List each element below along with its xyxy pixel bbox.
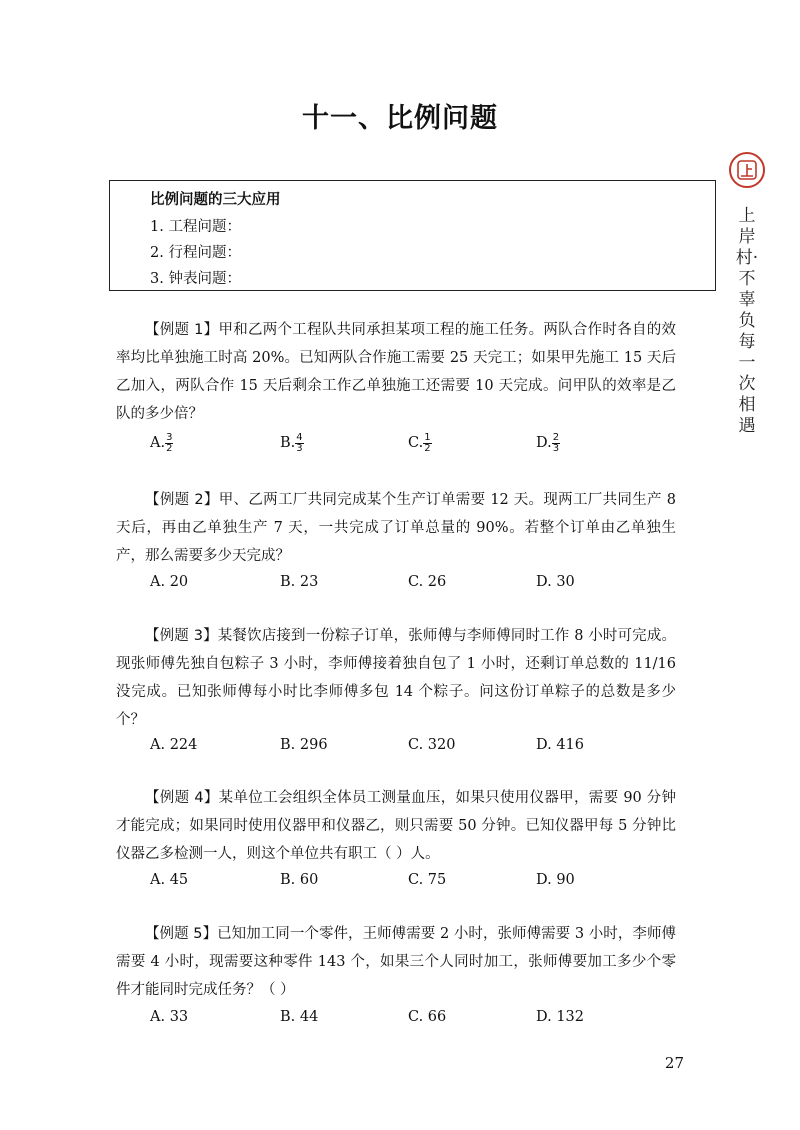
example-5-question	[116, 920, 676, 1004]
example-text: 某单位工会组织全体员工测量血压，如果只使用仪器甲，需要 90 分钟才能完成；如果同时使用仪器甲和仪器乙，则只需要 50 分钟。已知仪器甲每 5 分钟比仪器乙多检测一人，则这个单位共有职工（ ）人。	[116, 790, 676, 862]
example-5-options	[150, 1002, 670, 1032]
example-text: 已知加工同一个零件，王师傅需要 2 小时，张师傅需要 3 小时，李师傅需要 4 小时，现需要这种零件 143 个，如果三个人同时加工，张师傅要加工多少个零件才能同时完成任务？（ ）	[116, 926, 676, 998]
fraction: $\frac{4}{3}$	[296, 431, 303, 454]
example-text: 甲和乙两个工程队共同承担某项工程的施工任务。两队合作时各自的效率均比单独施工时高 20%。已知两队合作施工需要 25 天完工；如果甲先施工 15 天后乙加入，两队合作 15 天后剩余工作乙单独施工还需要 10 天完成。问甲队的效率是乙队的多少倍？	[116, 322, 676, 422]
sidebar-slogan: 上岸村·不辜负每一次相遇	[735, 206, 759, 436]
option-b: B. 296	[280, 737, 328, 753]
example-tag: 【例题 4】	[145, 790, 219, 806]
summary-heading: 比例问题的三大应用	[150, 192, 281, 208]
option-b: B. 44	[280, 1009, 319, 1025]
page-title: 十一、比例问题	[302, 103, 498, 134]
example-2-options	[150, 567, 670, 597]
fraction: $\frac{3}{2}$	[166, 431, 173, 454]
example-text: 甲、乙两工厂共同完成某个生产订单需要 12 天。现两工厂共同生产 8 天后，再由乙单独生产 7 天，一共完成了订单总量的 90%。若整个订单由乙单独生产，那么需要多少天完成？	[116, 492, 676, 564]
summary-item: 3. 钟表问题：	[150, 271, 241, 287]
page-number: 27	[664, 1054, 684, 1072]
summary-item: 2. 行程问题：	[150, 245, 241, 261]
option-b: B. 60	[280, 872, 319, 888]
example-text: 某餐饮店接到一份粽子订单，张师傅与李师傅同时工作 8 小时可完成。现张师傅先独自包粽子 3 小时，李师傅接着独自包了 1 小时，还剩订单总数的 11/16 没完成。已知张师傅每小时比李师傅多包 14 个粽子。问这份订单粽子的总数是多少个？	[116, 628, 676, 728]
example-4-question	[116, 784, 676, 868]
example-tag: 【例题 5】	[145, 926, 218, 942]
option-a: A. 45	[150, 872, 189, 888]
option-d: D. $\frac{2}{3}$	[536, 431, 560, 454]
fraction: $\frac{2}{3}$	[552, 431, 560, 454]
option-d: D. 132	[536, 1009, 585, 1025]
option-c: C. 66	[408, 1009, 447, 1025]
option-a: A. 33	[150, 1009, 189, 1025]
example-tag: 【例题 1】	[145, 322, 219, 338]
summary-box	[109, 180, 716, 291]
option-c: C. 320	[408, 737, 456, 753]
example-1-options	[150, 428, 670, 458]
example-3-options	[150, 730, 670, 760]
option-c: C. 75	[408, 872, 447, 888]
example-3-question	[116, 622, 676, 734]
example-2-question	[116, 486, 676, 570]
option-c: C. 26	[408, 574, 447, 590]
summary-item: 1. 工程问题：	[150, 219, 241, 235]
shangancun-logo-icon	[727, 150, 767, 190]
option-c: C. $\frac{1}{2}$	[408, 431, 431, 454]
fraction: $\frac{1}{2}$	[424, 431, 431, 454]
option-a: A. 20	[150, 574, 189, 590]
example-tag: 【例题 2】	[145, 492, 219, 508]
example-tag: 【例题 3】	[145, 628, 218, 644]
option-d: D. 90	[536, 872, 575, 888]
example-1-question	[116, 316, 676, 428]
option-b: B. 23	[280, 574, 319, 590]
example-4-options	[150, 865, 670, 895]
option-b: B. $\frac{4}{3}$	[280, 431, 303, 454]
option-a: A. $\frac{3}{2}$	[150, 431, 173, 454]
option-d: D. 30	[536, 574, 575, 590]
option-a: A. 224	[150, 737, 198, 753]
option-d: D. 416	[536, 737, 585, 753]
